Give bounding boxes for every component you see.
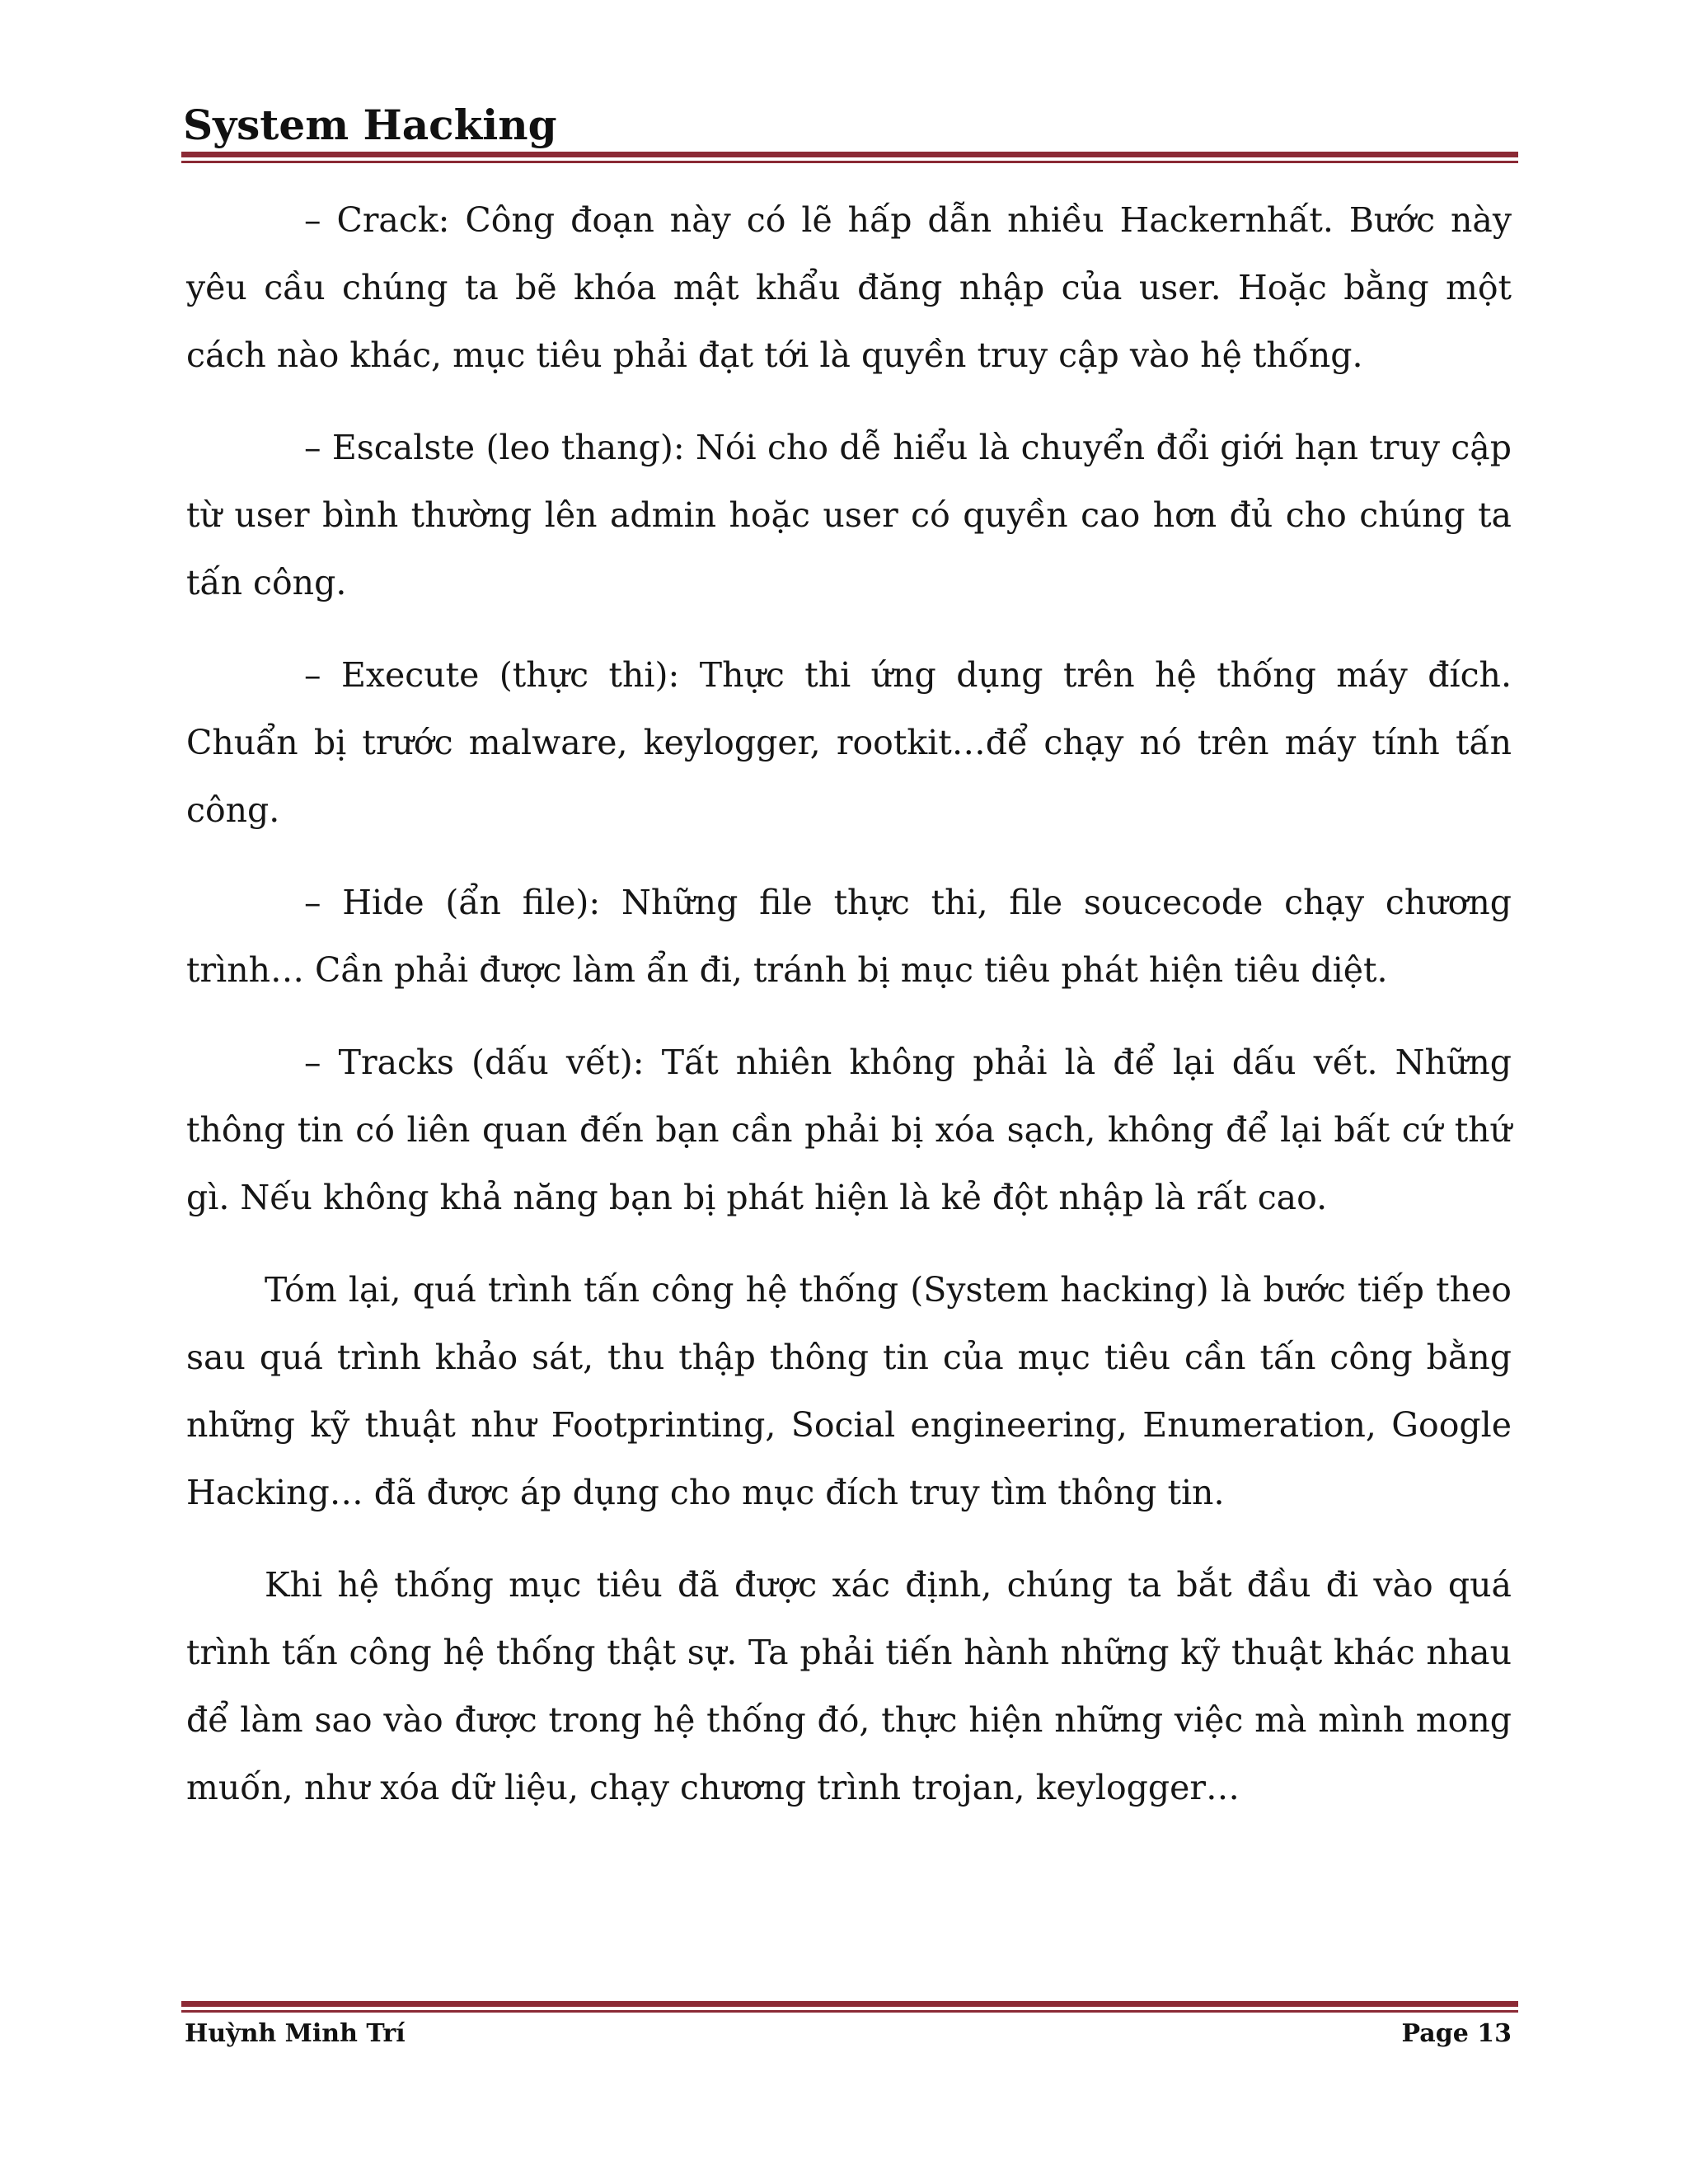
- footer-rule-thick: [181, 2001, 1518, 2007]
- footer-rule: [181, 2001, 1518, 2013]
- paragraph-conclusion: Khi hệ thống mục tiêu đã được xác định, chúng ta bắt đầu đi vào quá trình tấn công hệ thống thật sự. Ta phải tiến hành những kỹ thuật khác nhau để làm sao vào được trong hệ thống đó, thực hiện những việc mà mình mong muốn, như xóa dữ liệu, chạy chương trình trojan, keylogger…: [186, 1565, 1512, 1807]
- paragraph-crack: – Crack: Công đoạn này có lẽ hấp dẫn nhiều Hackernhất. Bước này yêu cầu chúng ta bẽ khóa mật khẩu đăng nhập của user. Hoặc bằng một cách nào khác, mục tiêu phải đạt tới là quyền truy cập vào hệ thống.: [186, 200, 1512, 375]
- footer-page-number: Page 13: [1401, 2019, 1512, 2048]
- paragraph-escalate: – Escalste (leo thang): Nói cho dễ hiểu là chuyển đổi giới hạn truy cập từ user bình thường lên admin hoặc user có quyền cao hơn đủ cho chúng ta tấn công.: [186, 428, 1512, 602]
- page-header-title: System Hacking: [183, 101, 557, 149]
- header-rule-thin: [181, 161, 1518, 163]
- paragraph-hide: – Hide (ẩn file): Những file thực thi, file soucecode chạy chương trình… Cần phải được làm ẩn đi, tránh bị mục tiêu phát hiện tiêu diệt.: [186, 883, 1512, 990]
- paragraph-summary: Tóm lại, quá trình tấn công hệ thống (System hacking) là bước tiếp theo sau quá trình khảo sát, thu thập thông tin của mục tiêu cần tấn công bằng những kỹ thuật như Footprinting, Social engineering, Enumeration, Google Hacking… đã được áp dụng cho mục đích truy tìm thông tin.: [186, 1270, 1512, 1512]
- body-text: [186, 186, 1512, 1846]
- header-rule: [181, 152, 1518, 163]
- footer-author: Huỳnh Minh Trí: [185, 2019, 406, 2048]
- paragraph-tracks: – Tracks (dấu vết): Tất nhiên không phải là để lại dấu vết. Những thông tin có liên quan đến bạn cần phải bị xóa sạch, không để lại bất cứ thứ gì. Nếu không khả năng bạn bị phát hiện là kẻ đột nhập là rất cao.: [186, 1043, 1512, 1217]
- header-rule-thick: [181, 152, 1518, 157]
- paragraph-execute: – Execute (thực thi): Thực thi ứng dụng trên hệ thống máy đích. Chuẩn bị trước malware, keylogger, rootkit…để chạy nó trên máy tính tấn công.: [186, 655, 1512, 830]
- footer-rule-thin: [181, 2010, 1518, 2013]
